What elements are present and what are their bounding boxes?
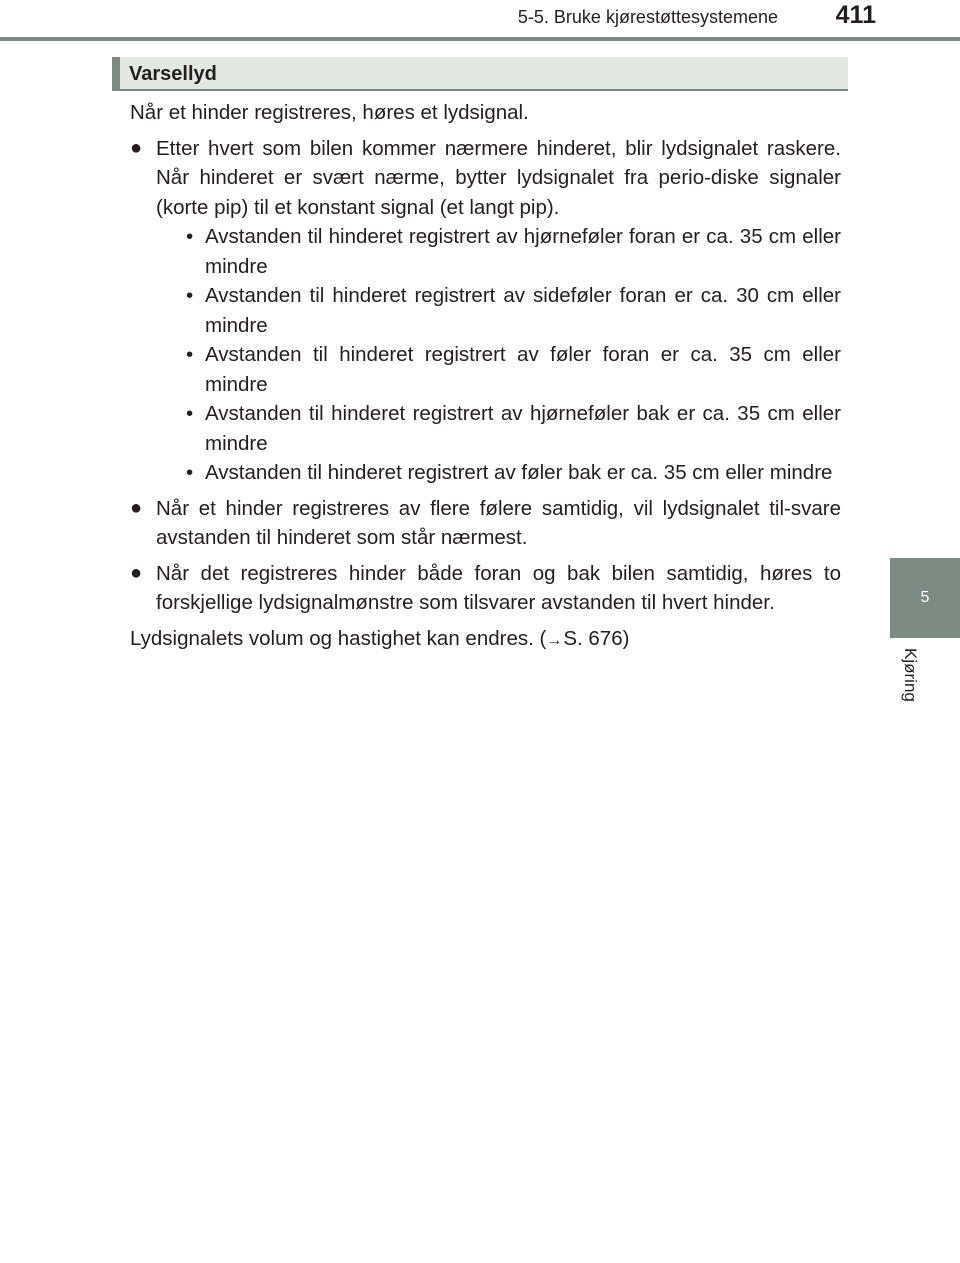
bullet-circle-icon: ● bbox=[130, 561, 143, 584]
bullet-circle-icon: ● bbox=[130, 496, 143, 519]
running-head bbox=[0, 0, 960, 40]
chapter-tab bbox=[890, 558, 960, 638]
footer-note bbox=[130, 624, 841, 656]
chapter-label: Kjøring bbox=[901, 648, 920, 702]
chapter-number: 5 bbox=[920, 589, 930, 606]
bullet-dot-icon: • bbox=[186, 284, 194, 307]
sub-list-item bbox=[156, 222, 841, 281]
sub-list-item-text: Avstanden til hinderet registrert av sideføler foran er ca. 30 cm eller mindre bbox=[205, 284, 841, 337]
page-reference-link[interactable]: S. 676 bbox=[563, 626, 623, 650]
sub-list-item bbox=[156, 281, 841, 340]
section-heading bbox=[112, 57, 848, 91]
bullet-dot-icon: • bbox=[186, 461, 194, 484]
sub-list-item bbox=[156, 340, 841, 399]
header-rule bbox=[0, 37, 960, 41]
sub-list-item bbox=[156, 399, 841, 458]
list-item-text: Når et hinder registreres av flere følere samtidig, vil lydsignalet til-svare avstanden til hinderet som står nærmest. bbox=[156, 496, 841, 549]
bullet-dot-icon: • bbox=[186, 402, 194, 425]
body-text bbox=[130, 98, 841, 661]
footer-note-close: ) bbox=[622, 626, 630, 650]
section-title: 5-5. Bruke kjørestøttesystemene bbox=[517, 7, 778, 27]
bullet-circle-icon: ● bbox=[130, 136, 143, 159]
footer-note-text: Lydsignalets volum og hastighet kan endres. ( bbox=[130, 626, 547, 650]
page-number: 411 bbox=[835, 1, 876, 29]
list-item-text: Etter hvert som bilen kommer nærmere hinderet, blir lydsignalet raskere. Når hinderet er svært nærme, bytter lydsignalet fra perio-diske signaler (korte pip) til et konstant signal (et langt pip). bbox=[156, 136, 841, 219]
intro-paragraph: Når et hinder registreres, høres et lydsignal. bbox=[130, 101, 529, 124]
arrow-right-icon: → bbox=[546, 631, 563, 649]
list-item bbox=[130, 134, 841, 488]
sub-list-item-text: Avstanden til hinderet registrert av hjørneføler foran er ca. 35 cm eller mindre bbox=[205, 225, 841, 278]
list-item bbox=[130, 494, 841, 553]
list-item-text: Når det registreres hinder både foran og bak bilen samtidig, høres to forskjellige lydsignalmønstre som tilsvarer avstanden til hvert hinder. bbox=[156, 561, 841, 614]
bullet-dot-icon: • bbox=[186, 343, 194, 366]
heading-marker bbox=[112, 57, 120, 91]
heading-text: Varsellyd bbox=[129, 63, 217, 85]
bullet-dot-icon: • bbox=[186, 225, 194, 248]
sub-list-item-text: Avstanden til hinderet registrert av føler foran er ca. 35 cm eller mindre bbox=[205, 343, 841, 396]
sub-list-item bbox=[156, 458, 841, 488]
sub-list-item-text: Avstanden til hinderet registrert av føler bak er ca. 35 cm eller mindre bbox=[205, 461, 833, 484]
sub-list-item-text: Avstanden til hinderet registrert av hjørneføler bak er ca. 35 cm eller mindre bbox=[205, 402, 841, 455]
list-item bbox=[130, 559, 841, 618]
